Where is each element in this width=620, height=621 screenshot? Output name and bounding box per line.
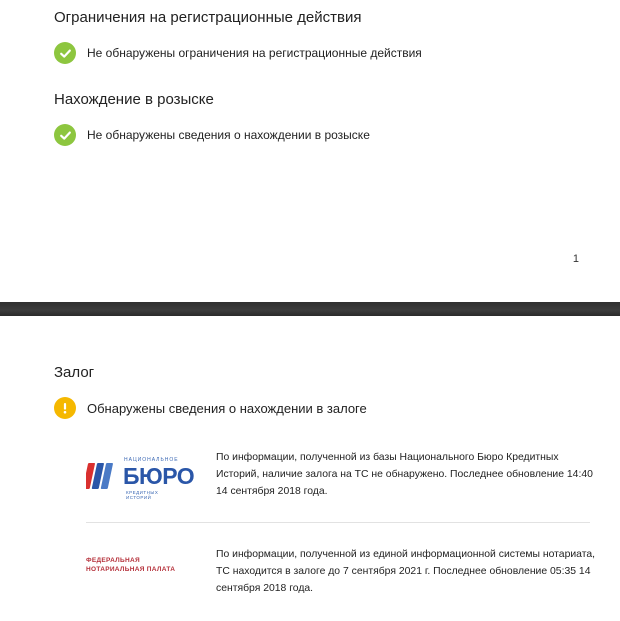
pledge-status-text: Обнаружены сведения о нахождении в залоге: [87, 400, 367, 416]
nbki-logo-word: БЮРО: [123, 463, 195, 489]
report-page-1: [0, 0, 620, 302]
pledge-status: [54, 397, 367, 419]
row-divider: [86, 522, 590, 523]
page-separator: [0, 302, 620, 316]
restrictions-status: [54, 42, 422, 64]
notary-logo-line-1: ФЕДЕРАЛЬНАЯ: [86, 557, 140, 564]
notary-logo-line-2: НОТАРИАЛЬНАЯ ПАЛАТА: [86, 566, 176, 573]
source-row-nbki: [86, 449, 593, 517]
exclamation-circle-icon: [54, 397, 76, 419]
source-row-notary: [86, 546, 596, 614]
pledge-title: Залог: [54, 364, 95, 381]
restrictions-status-text: Не обнаружены ограничения на регистрационные действия: [87, 46, 422, 60]
wanted-status-text: Не обнаружены сведения о нахождении в розыске: [87, 128, 370, 142]
notary-chamber-logo: [86, 546, 186, 614]
restrictions-title: Ограничения на регистрационные действия: [54, 9, 362, 26]
nbki-logo: [86, 449, 195, 517]
nbki-mark-icon: [86, 459, 120, 493]
nbki-logo-top-text: НАЦИОНАЛЬНОЕ: [124, 457, 179, 463]
check-circle-icon: [54, 124, 76, 146]
notary-info-text: По информации, полученной из единой информационной системы нотариата, ТС находится в залоге до 7 сентября 2021 г. Последнее обновление 05:35 14 сентября 2018 года.: [216, 549, 596, 594]
nbki-info-text: По информации, полученной из базы Национального Бюро Кредитных Историй, наличие залога на ТС не обнаружено. Последнее обновление 14:40 14 сентября 2018 года.: [216, 452, 593, 497]
check-circle-icon: [54, 42, 76, 64]
page-number: 1: [572, 253, 579, 265]
wanted-status: [54, 124, 370, 146]
wanted-title: Нахождение в розыске: [54, 91, 214, 108]
nbki-logo-sub-text: КРЕДИТНЫХ ИСТОРИЙ: [126, 490, 159, 500]
